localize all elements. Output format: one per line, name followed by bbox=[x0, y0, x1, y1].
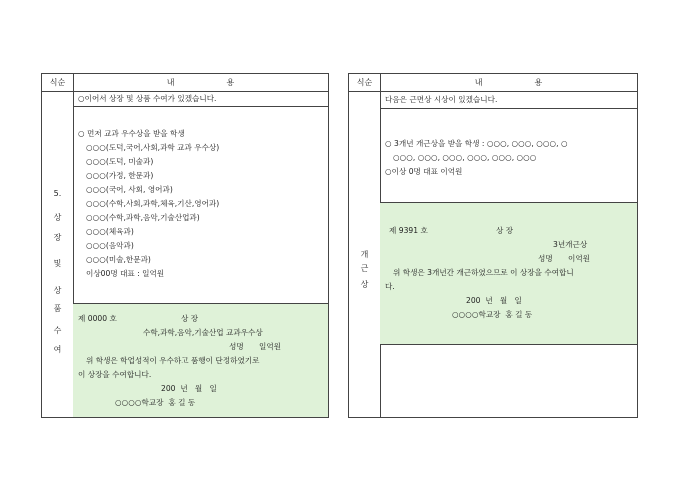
order-label-char: 근 bbox=[360, 264, 369, 273]
intro-row bbox=[73, 91, 328, 107]
order-column bbox=[42, 91, 74, 417]
list-summary: ○이상 0명 대표 이억원 bbox=[385, 167, 463, 176]
intro-text: ○이어서 상장 및 상품 수여가 있겠습니다. bbox=[78, 94, 217, 103]
award-list-row bbox=[73, 107, 328, 304]
certificate-body-cont: 이 상장을 수여합니다. bbox=[78, 370, 152, 379]
list-item: ○○○(도덕, 미술과) bbox=[86, 157, 154, 166]
award-list-row bbox=[380, 109, 637, 203]
order-label-char: 상 bbox=[53, 213, 62, 222]
header-content: 내 용 bbox=[474, 78, 543, 87]
list-item: ○○○(미술,한문과) bbox=[86, 255, 151, 264]
certificate-name: 일억원 bbox=[259, 342, 282, 351]
header-order: 식순 bbox=[42, 74, 74, 91]
certificate-number: 제 9391 호 bbox=[389, 226, 428, 235]
certificate-title: 상 장 bbox=[181, 314, 199, 323]
intro-text: 다음은 근면상 시상이 있겠습니다. bbox=[385, 95, 498, 104]
certificate-title: 상 장 bbox=[496, 226, 514, 235]
list-title: ○ 먼저 교과 우수상을 받을 학생 bbox=[78, 129, 185, 138]
list-item: ○○○(체육과) bbox=[86, 227, 134, 236]
certificate-award: 수학,과학,음악,기술산업 교과우수상 bbox=[143, 328, 263, 337]
table-header bbox=[349, 74, 637, 92]
certificate-issuer: ○○○○학교장 홍 길 동 bbox=[115, 398, 196, 407]
order-label-char: 수 bbox=[53, 326, 62, 335]
order-label-char: 상 bbox=[360, 280, 369, 289]
certificate-body: 위 학생은 학업성적이 우수하고 품행이 단정하였기로 bbox=[86, 356, 260, 365]
order-label-char: 장 bbox=[53, 233, 62, 242]
certificate-box bbox=[73, 304, 328, 417]
intro-row bbox=[380, 91, 637, 109]
order-column bbox=[349, 91, 381, 417]
header-content: 내 용 bbox=[166, 78, 235, 87]
left-program-table bbox=[41, 73, 329, 418]
certificate-body: 위 학생은 3개년간 개근하였으므로 이 상장을 수여합니 bbox=[393, 268, 574, 277]
certificate-name-label: 성명 bbox=[538, 254, 553, 263]
list-summary: 이상00명 대표 : 일억원 bbox=[86, 269, 165, 278]
certificate-date: 200 년 월 일 bbox=[466, 296, 522, 305]
list-item: ○○○(도덕,국어,사회,과학 교과 우수상) bbox=[86, 143, 220, 152]
list-line: ○○○, ○○○, ○○○, ○○○, ○○○, ○○○ bbox=[393, 153, 537, 162]
certificate-date: 200 년 월 일 bbox=[161, 384, 217, 393]
order-label-char: 및 bbox=[53, 259, 62, 268]
certificate-name: 이억원 bbox=[568, 254, 591, 263]
order-label-char: 개 bbox=[360, 250, 369, 259]
header-order: 식순 bbox=[349, 74, 381, 91]
table-header bbox=[42, 74, 328, 92]
list-item: ○○○(수학,과학,음악,기술산업과) bbox=[86, 213, 200, 222]
list-line: ○ 3개년 개근상을 받을 학생 : ○○○, ○○○, ○○○, ○ bbox=[385, 139, 568, 148]
certificate-box bbox=[380, 203, 637, 345]
certificate-name-label: 성명 bbox=[229, 342, 244, 351]
list-item: ○○○(가정, 한문과) bbox=[86, 171, 154, 180]
list-item: ○○○(국어, 사회, 영어과) bbox=[86, 185, 173, 194]
list-item: ○○○(수학,사회,과학,체육,기산,영어과) bbox=[86, 199, 220, 208]
certificate-body-cont: 다. bbox=[385, 282, 395, 291]
right-program-table bbox=[348, 73, 638, 418]
certificate-number: 제 0000 호 bbox=[78, 314, 117, 323]
order-label-char: 품 bbox=[53, 304, 62, 313]
list-item: ○○○(음악과) bbox=[86, 241, 134, 250]
certificate-issuer: ○○○○학교장 홍 길 동 bbox=[452, 310, 533, 319]
order-label-char: 상 bbox=[53, 286, 62, 295]
order-label-char: 여 bbox=[53, 345, 62, 354]
order-number: 5. bbox=[53, 189, 62, 198]
certificate-award: 3년개근상 bbox=[553, 240, 588, 249]
